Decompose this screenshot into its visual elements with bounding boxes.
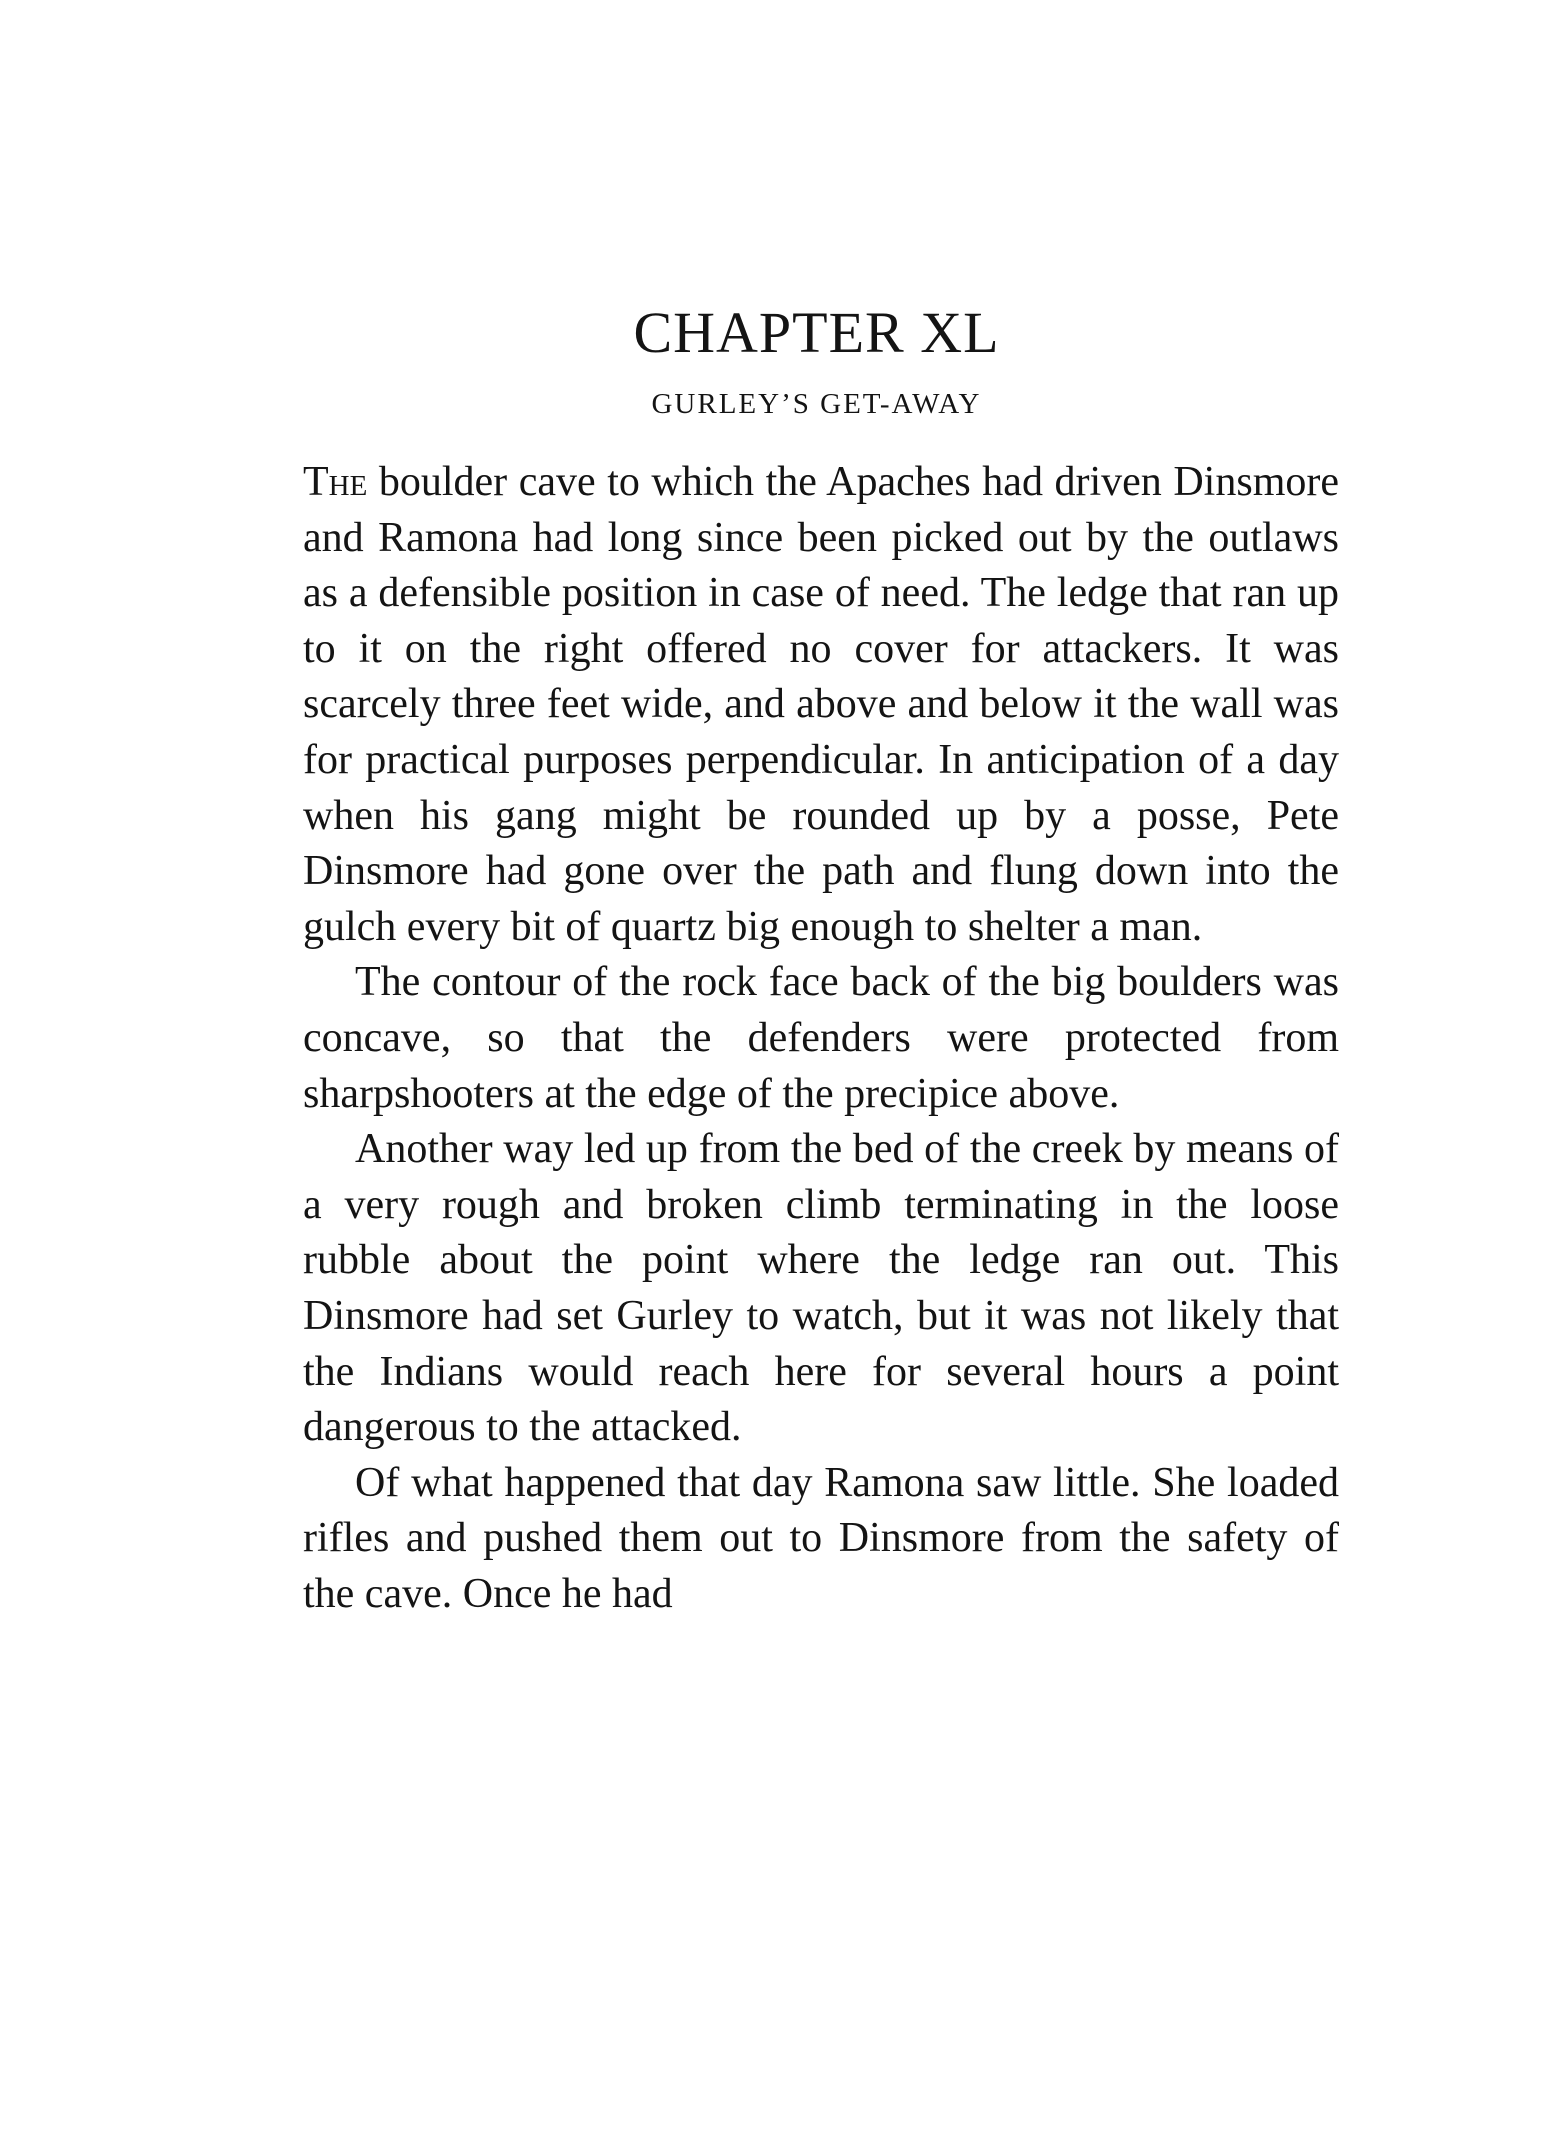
paragraph: Another way led up from the bed of the creek by means of a very rough and broken climb terminating in the loose rubble about the point where the ledge ran out. This Dinsmore had set Gurley to watch, but it was not likely that the Indians would reach here for several hours a point dangerous to the attacked.: [303, 1126, 1339, 1451]
paragraph: The contour of the rock face back of the big boulders was concave, so that the defenders were protected from sharpshooters at the edge of the precipice above.: [303, 959, 1339, 1117]
chapter-body: [303, 455, 1339, 1622]
drop-lead-word: The: [303, 459, 368, 505]
paragraph: [303, 455, 1339, 955]
chapter-subtitle: GURLEY’S GET-AWAY: [651, 388, 982, 420]
paragraph: Of what happened that day Ramona saw little. She loaded rifles and pushed them out to Dinsmore from the safety of the cave. Once he had: [303, 1459, 1339, 1617]
paragraph-text: boulder cave to which the Apaches had driven Dinsmore and Ramona had long since been picked out by the outlaws as a defensible position in case of need. The ledge that ran up to it on the right offered no cover for attackers. It was scarcely three feet wide, and above and below it the wall was for practical purposes perpendicular. In anticipation of a day when his gang might be rounded up by a posse, Pete Dinsmore had gone over the path and flung down into the gulch every bit of quartz big enough to shelter a man.: [303, 459, 1339, 950]
chapter-title: CHAPTER XL: [633, 300, 1000, 365]
